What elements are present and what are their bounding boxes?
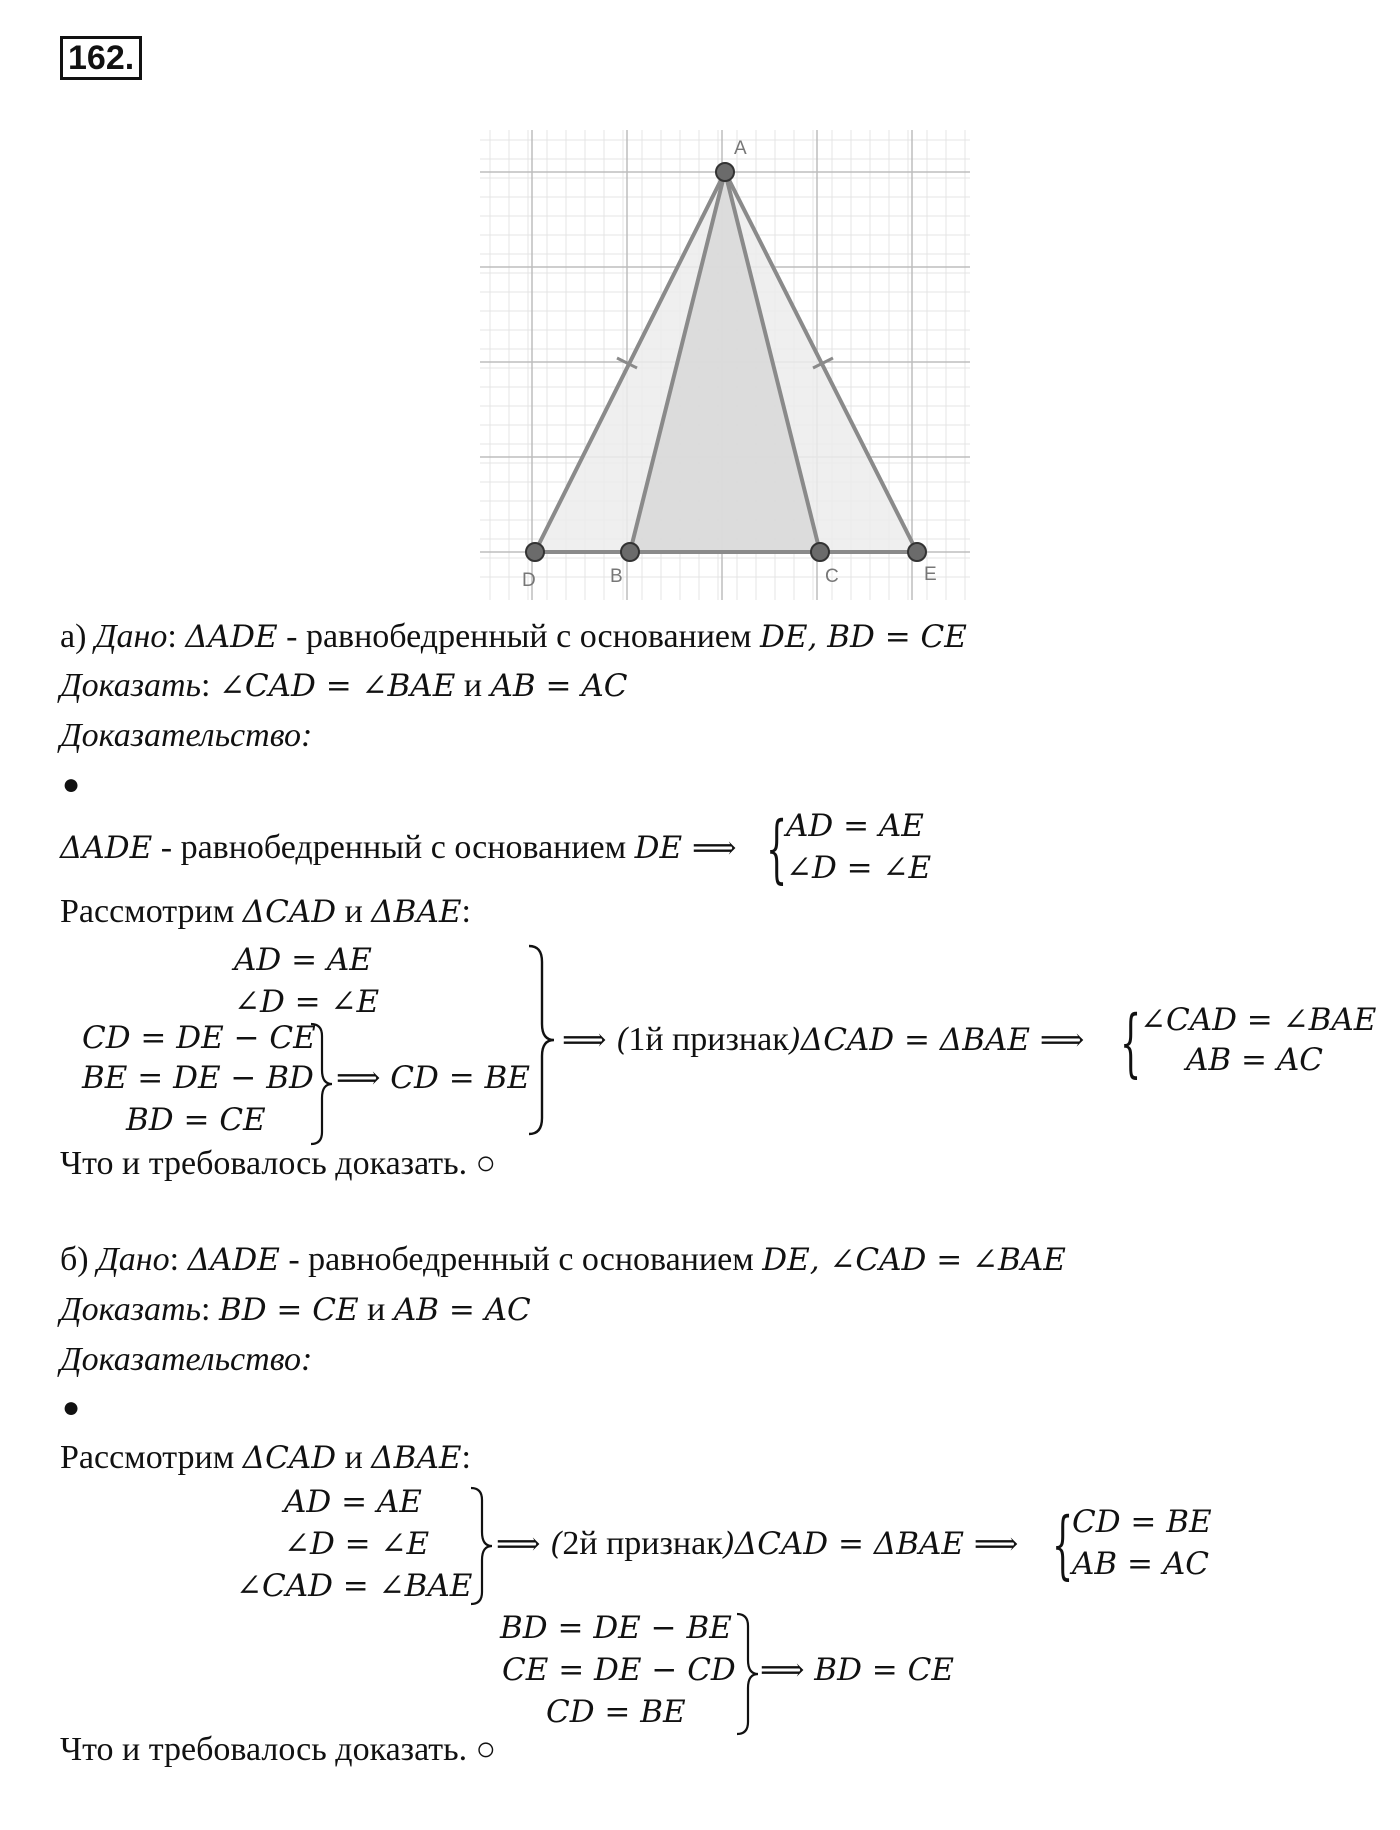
- a-big-brace: [526, 944, 558, 1136]
- a-stmt-1: AD = AE: [234, 942, 372, 978]
- b-small-implication: ⟹ BD = CE: [760, 1652, 954, 1688]
- b-stmt-2: ∠D = ∠E: [284, 1526, 430, 1562]
- point-b: [621, 543, 639, 561]
- part-a-qed: Что и требовалось доказать. ○: [60, 1145, 497, 1182]
- b-stmt-6: CD = BE: [546, 1694, 686, 1730]
- a-stmt-5: BD = CE: [126, 1102, 266, 1138]
- brace-isosceles: {: [766, 806, 788, 892]
- label-a: A: [734, 138, 747, 159]
- label-d: D: [522, 570, 536, 591]
- b-small-brace: [734, 1612, 760, 1736]
- b-stmt-1: AD = AE: [284, 1484, 422, 1520]
- a-conclusion: ⟹ (1й признак)ΔCAD = ΔBAE ⟹: [562, 1021, 1085, 1058]
- part-b-proof-label: Доказательство:: [60, 1341, 313, 1378]
- part-b-prove: Доказать: BD = CE и AB = AC: [60, 1291, 531, 1328]
- part-a-proof-label: Доказательство:: [60, 717, 313, 754]
- label-b: B: [610, 566, 623, 587]
- b-result-1: CD = BE: [1072, 1504, 1212, 1540]
- point-c: [811, 543, 829, 561]
- b-brace: [468, 1486, 494, 1606]
- b-result-2: AB = AC: [1072, 1546, 1209, 1582]
- label-e: E: [924, 564, 937, 585]
- triangle-figure: [480, 130, 980, 610]
- point-d: [526, 543, 544, 561]
- a-result-1: ∠CAD = ∠BAE: [1140, 1002, 1377, 1038]
- part-b-given: б) Дано: ΔADE - равнобедренный с основанием DE, ∠CAD = ∠BAE: [60, 1241, 1066, 1278]
- part-a-prove: Доказать: ∠CAD = ∠BAE и AB = AC: [60, 667, 628, 704]
- b-result-brace: {: [1052, 1502, 1074, 1588]
- point-a: [716, 163, 734, 181]
- part-a-isosceles-line: ΔADE - равнобедренный с основанием DE ⟹: [60, 829, 737, 866]
- problem-number: 162.: [60, 36, 142, 80]
- a-stmt-3: CD = DE − CE: [82, 1020, 316, 1056]
- given-label: Дано: [94, 618, 168, 655]
- part-a-bullet: ●: [62, 768, 81, 801]
- b-conclusion: ⟹ (2й признак)ΔCAD = ΔBAE ⟹: [496, 1525, 1019, 1562]
- part-b-qed: Что и требовалось доказать. ○: [60, 1731, 497, 1768]
- part-a-consider: Рассмотрим ΔCAD и ΔBAE:: [60, 893, 471, 930]
- isosceles-result-1: AD = AE: [786, 808, 924, 844]
- part-b-consider: Рассмотрим ΔCAD и ΔBAE:: [60, 1439, 471, 1476]
- a-small-implication: ⟹ CD = BE: [336, 1060, 530, 1096]
- b-stmt-4: BD = DE − BE: [500, 1610, 732, 1646]
- b-stmt-3: ∠CAD = ∠BAE: [236, 1568, 473, 1604]
- part-a-given: а) Дано: ΔADE - равнобедренный с основанием DE, BD = CE: [60, 618, 967, 655]
- a-result-2: AB = AC: [1186, 1042, 1323, 1078]
- b-stmt-5: CE = DE − CD: [502, 1652, 736, 1688]
- point-e: [908, 543, 926, 561]
- part-b-bullet: ●: [62, 1391, 81, 1424]
- a-result-brace: {: [1120, 1000, 1142, 1086]
- a-small-brace: [308, 1022, 334, 1146]
- a-stmt-4: BE = DE − BD: [82, 1060, 314, 1096]
- isosceles-result-2: ∠D = ∠E: [786, 850, 932, 886]
- a-stmt-2: ∠D = ∠E: [234, 984, 380, 1020]
- label-c: C: [825, 566, 839, 587]
